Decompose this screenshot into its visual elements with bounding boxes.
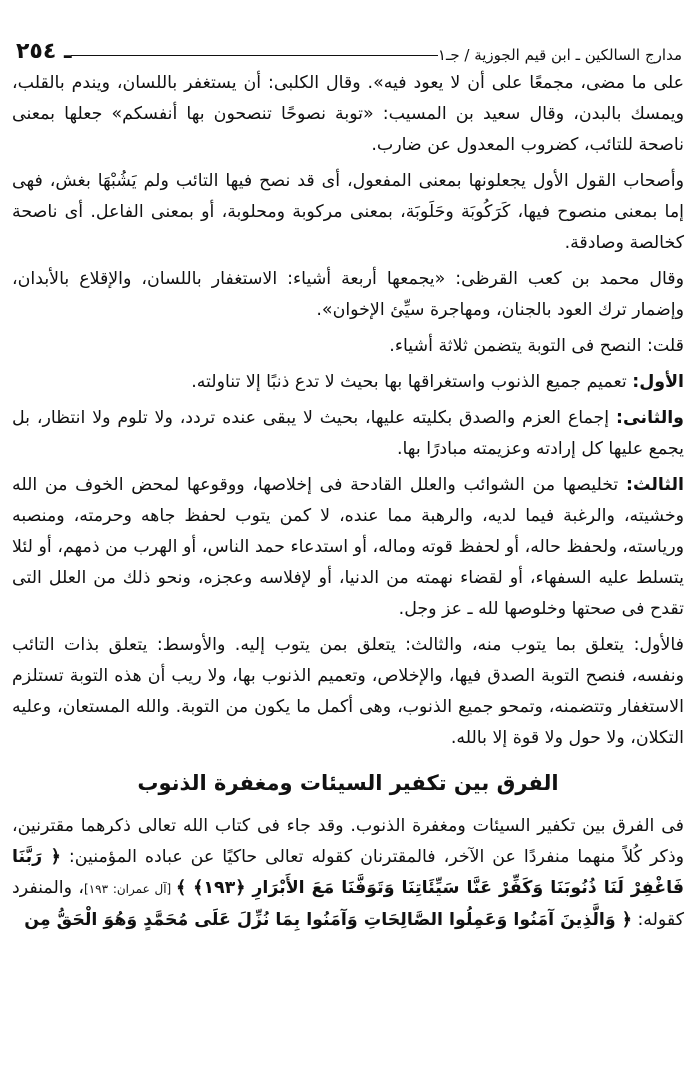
verse-reference: [آل عمران: ١٩٣] [84, 882, 176, 896]
paragraph-lead: الأول: [632, 372, 684, 392]
paragraph-lead: الثالث: [625, 475, 684, 495]
paragraph: الثالث: تخليصها من الشوائب والعلل القادحة فى إخلاصها، ووقوعها لمحض الخوف من الله وخشيته، والرغبة فيما لديه، والرهبة مما عنده، لا كمن يتوب لحفظ جاهه وحرمته، ومنصبه ورياسته، ولحفظ حاله، أو لحفظ قوته وماله، أو استدعاء حمد الناس، أو الهرب من ذمهم، أو لئلا يتسلط عليه السفهاء، أو لقضاء نهمته من الدنيا، أو لإفلاسه وعجزه، ونحو ذلك من العلل التى تقدح فى صحتها وخلوصها لله ـ عز وجل. [12, 475, 684, 619]
running-title: مدارج السالكين ـ ابن قيم الجوزية / جـ١ [437, 46, 682, 64]
paragraph-lead: والثانى: [615, 408, 684, 428]
paragraph: وأصحاب القول الأول يجعلونها بمعنى المفعول، أى قد نصح فيها التائب ولم يَشُبْهَا بغش، فهى إما بمعنى منصوح فيها، كَرَكُوبَة وحَلَوبَة، بمعنى مركوبة ومحلوبة، أو بمعنى الفاعل. أى ناصحة كخالصة وصادقة. [12, 171, 684, 253]
page-number: ـ ٢٥٤ [16, 39, 72, 64]
paragraph: قلت: النصح فى التوبة يتضمن ثلاثة أشياء. [389, 336, 684, 356]
paragraph: على ما مضى، مجمعًا على أن لا يعود فيه». وقال الكلبى: أن يستغفر باللسان، ويندم بالقلب، ويمسك بالبدن، وقال سعيد بن المسيب: «توبة نصوحًا تنصحون بها أنفسكم» جعلها بمعنى ناصحة للتائب، كضروب المعدول عن ضارب. [12, 73, 684, 155]
section-heading: الفرق بين تكفير السيئات ومغفرة الذنوب [137, 771, 559, 795]
paragraph: الأول: تعميم جميع الذنوب واستغراقها بها بحيث لا تدع ذنبًا إلا تناولته. [191, 372, 684, 392]
quran-verse: ﴿ وَالَّذِينَ آمَنُوا وَعَمِلُوا الصَّالِحَاتِ وَآمَنُوا بِمَا نُزِّلَ عَلَى مُحَمَّدٍ وَهُوَ الْحَقُّ مِن [24, 910, 632, 930]
section-paragraph: فى الفرق بين تكفير السيئات ومغفرة الذنوب. وقد جاء فى كتاب الله تعالى ذكرهما مقترنين، وذكر كُلاً منهما منفردًا عن الآخر، فالمقترنان كقوله تعالى حاكيًا عن عباده المؤمنين: ﴿ رَبَّنَا فَاغْفِرْ لَنَا ذُنُوبَنَا وَكَفِّرْ عَنَّا سَيِّئَاتِنَا وَتَوَفَّنَا مَعَ الأَبْرَارِ ﴿١٩٣﴾ ﴾ [آل عمران: ١٩٣]، والمنفرد كقوله: ﴿ وَالَّذِينَ آمَنُوا وَعَمِلُوا الصَّالِحَاتِ وَآمَنُوا بِمَا نُزِّلَ عَلَى مُحَمَّدٍ وَهُوَ الْحَقُّ مِن [12, 816, 684, 930]
paragraph: والثانى: إجماع العزم والصدق بكليته عليها، بحيث لا يبقى عنده تردد، ولا تلوم ولا انتظار، بل يجمع عليها كل إرادته وعزيمته مبادرًا بها. [12, 408, 684, 459]
paragraph: فالأول: يتعلق بما يتوب منه، والثالث: يتعلق بمن يتوب إليه. والأوسط: يتعلق بذات التائب ونفسه، فنصح التوبة الصدق فيها، والإخلاص، وتعميم الذنوب بها، ولا ريب أن هذه التوبة تستلزم الاستغفار وتتضمنه، وتمحو جميع الذنوب، وهى أكمل ما يكون من التوبة. والله المستعان، وعليه التكلان، ولا حول ولا قوة إلا بالله. [12, 635, 684, 748]
header-rule [71, 55, 437, 56]
body-text [12, 68, 684, 941]
quran-verse: ﴿ رَبَّنَا فَاغْفِرْ لَنَا ذُنُوبَنَا وَكَفِّرْ عَنَّا سَيِّئَاتِنَا وَتَوَفَّنَا مَعَ الأَبْرَارِ ﴿١٩٣﴾ ﴾ [12, 847, 684, 898]
page-header [10, 36, 688, 64]
paragraph: وقال محمد بن كعب القرظى: «يجمعها أربعة أشياء: الاستغفار باللسان، والإقلاع بالأبدان، وإضمار ترك العود بالجنان، ومهاجرة سيِّئ الإخوان». [12, 269, 684, 320]
